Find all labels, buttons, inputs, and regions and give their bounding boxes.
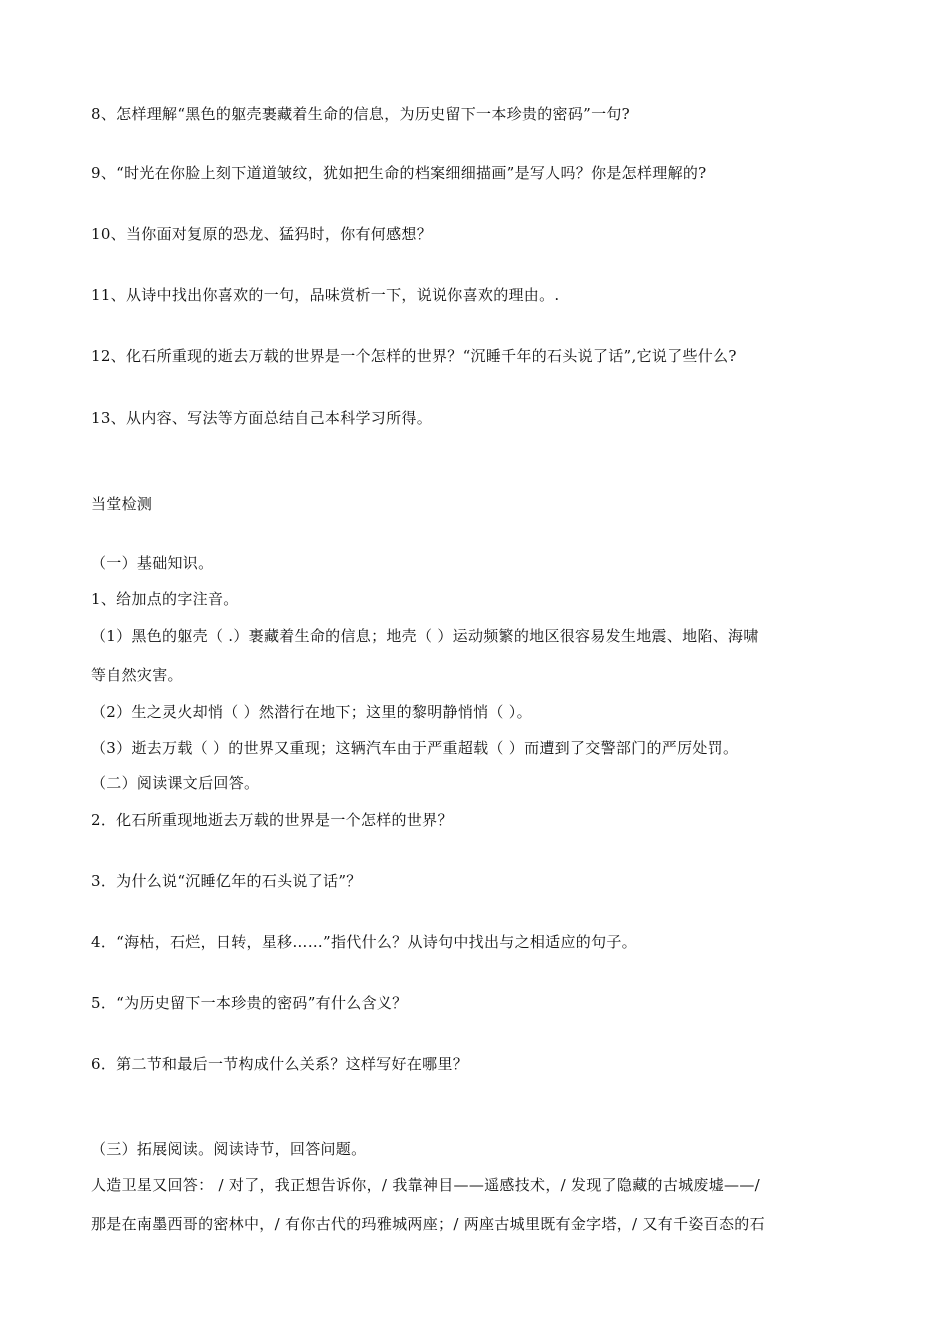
- item-1: 1、给加点的字注音。: [91, 590, 239, 608]
- question-9: 9、“时光在你脸上刻下道道皱纹，犹如把生命的档案细细描画”是写人吗？你是怎样理解的?: [91, 164, 707, 182]
- question-8: 8、怎样理解“黑色的躯壳裹藏着生命的信息，为历史留下一本珍贵的密码”一句?: [91, 105, 631, 123]
- section-title-check: 当堂检测: [91, 495, 153, 513]
- reading-q5: 5．“为历史留下一本珍贵的密码”有什么含义？: [91, 994, 408, 1012]
- item-1-1-line1: （1）黑色的躯壳（ .）裹藏着生命的信息；地壳（ ）运动频繁的地区很容易发生地震、地陷、海啸: [91, 627, 759, 645]
- poem-line-1: 人造卫星又回答： / 对了，我正想告诉你，/ 我靠神目——遥感技术，/ 发现了隐藏的古城废墟——/: [91, 1176, 760, 1194]
- reading-q6: 6．第二节和最后一节构成什么关系？这样写好在哪里？: [91, 1055, 469, 1073]
- part2-title: （二）阅读课文后回答。: [91, 774, 260, 792]
- question-12: 12、化石所重现的逝去万载的世界是一个怎样的世界？“沉睡千年的石头说了话”,它说了些什么?: [91, 347, 737, 365]
- question-11: 11、从诗中找出你喜欢的一句，品味赏析一下，说说你喜欢的理由。.: [91, 286, 560, 304]
- reading-q2: 2．化石所重现地逝去万载的世界是一个怎样的世界？: [91, 811, 453, 829]
- reading-q3: 3．为什么说“沉睡亿年的石头说了话”？: [91, 872, 362, 890]
- item-1-1-line2: 等自然灾害。: [91, 666, 183, 684]
- part1-title: （一）基础知识。: [91, 554, 214, 572]
- question-10: 10、当你面对复原的恐龙、猛犸时，你有何感想？: [91, 225, 432, 243]
- item-1-2: （2）生之灵火却悄（ ）然潜行在地下；这里的黎明静悄悄（ ）。: [91, 703, 532, 721]
- item-1-3: （3）逝去万载（ ）的世界又重现；这辆汽车由于严重超载（ ）而遭到了交警部门的严厉处罚。: [91, 739, 739, 757]
- question-13: 13、从内容、写法等方面总结自己本科学习所得。: [91, 409, 432, 427]
- part3-title: （三）拓展阅读。阅读诗节，回答问题。: [91, 1140, 367, 1158]
- poem-line-2: 那是在南墨西哥的密林中，/ 有你古代的玛雅城两座；/ 两座古城里既有金字塔，/ 又有千姿百态的石: [91, 1215, 765, 1233]
- reading-q4: 4．“海枯，石烂，日转，星移……”指代什么？从诗句中找出与之相适应的句子。: [91, 933, 637, 951]
